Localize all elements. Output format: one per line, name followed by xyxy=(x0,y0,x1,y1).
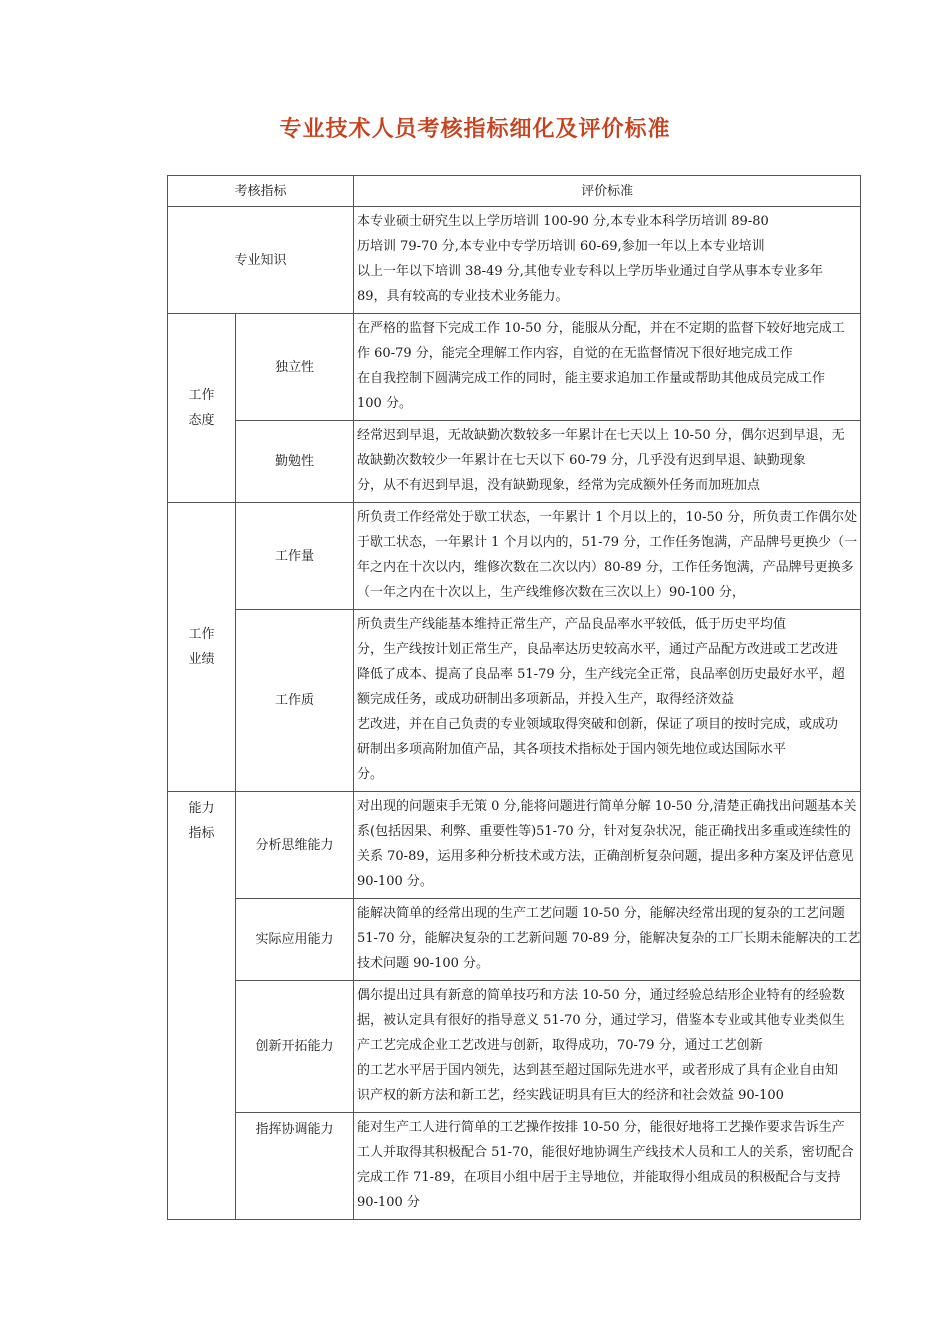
text-line: 历培训 79-70 分,本专业中专学历培训 60-69,参加一年以上本专业培训 xyxy=(357,239,765,254)
text-line: 艺改进，并在自己负责的专业领域取得突破和创新，保证了项目的按时完成，或成功 xyxy=(357,717,839,732)
table-row-liang xyxy=(168,503,861,610)
standard-text xyxy=(354,981,861,1113)
text-line: 偶尔提出过具有新意的简单技巧和方法 10-50 分，通过经验总结形企业特有的经验数 xyxy=(357,988,845,1003)
table-row-duli xyxy=(168,314,861,421)
text-line: 能对生产工人进行简单的工艺操作按排 10-50 分，能很好地将工艺操作要求告诉生产 xyxy=(357,1120,845,1135)
text-line: 90-100 分 xyxy=(357,1195,420,1210)
text-line: 本专业硕士研究生以上学历培训 100-90 分,本专业本科学历培训 89-80 xyxy=(357,214,769,229)
text-line: 产工艺完成企业工艺改进与创新，取得成功，70-79 分，通过工艺创新 xyxy=(357,1038,763,1053)
text-line: 90-100 分。 xyxy=(357,874,433,889)
text-line: 年之内在十次以内，维修次数在二次以内）80-89 分，工作任务饱满，产品牌号更换多 xyxy=(357,560,854,575)
text-line: 据，被认定具有很好的指导意义 51-70 分，通过学习，借鉴本专业或其他专业类似生 xyxy=(357,1013,845,1028)
text-line: 于歇工状态，一年累计 1 个月以内的，51-79 分，工作任务饱满，产品牌号更换少（一 xyxy=(357,535,858,550)
table-header-row xyxy=(168,176,861,207)
text-line: 系(包括因果、利弊、重要性等)51-70 分，针对复杂状况，能正确找出多重或连续性的 xyxy=(357,824,851,839)
standard-text xyxy=(354,421,861,503)
indicator-label: 勤勉性 xyxy=(236,421,354,503)
table-row-zhi xyxy=(168,610,861,792)
standard-text xyxy=(354,792,861,899)
category-label: 业绩 xyxy=(188,652,215,667)
table-row-zhuanye xyxy=(168,207,861,314)
text-line: 所负责工作经常处于歇工状态，一年累计 1 个月以上的，10-50 分，所负责工作偶尔处 xyxy=(357,510,858,525)
text-line: 工人并取得其积极配合 51-70，能很好地协调生产线技术人员和工人的关系，密切配合 xyxy=(357,1145,854,1160)
text-line: 作 60-79 分，能完全理解工作内容，自觉的在无监督情况下很好地完成工作 xyxy=(357,346,793,361)
table-row-chuangxin xyxy=(168,981,861,1113)
indicator-label: 独立性 xyxy=(236,314,354,421)
text-line: 在自我控制下圆满完成工作的同时，能主要求追加工作量或帮助其他成员完成工作 xyxy=(357,371,826,386)
document-title: 专业技术人员考核指标细化及评价标准 xyxy=(279,117,671,142)
standard-text xyxy=(354,610,861,792)
text-line: 技术问题 90-100 分。 xyxy=(357,956,490,971)
standard-text xyxy=(354,314,861,421)
category-nengli xyxy=(168,792,236,1220)
text-line: （一年之内在十次以上，生产线维修次数在三次以上）90-100 分， xyxy=(357,585,745,600)
indicator-label: 分析思维能力 xyxy=(236,792,354,899)
text-line: 在严格的监督下完成工作 10-50 分，能服从分配，并在不定期的监督下较好地完成工 xyxy=(357,321,845,336)
category-label: 能力 xyxy=(188,801,215,816)
text-line: 能解决简单的经常出现的生产工艺问题 10-50 分，能解决经常出现的复杂的工艺问题 xyxy=(357,906,845,921)
evaluation-table xyxy=(167,175,861,1220)
text-line: 的工艺水平居于国内领先，达到甚至超过国际先进水平，或者形成了具有企业自由知 xyxy=(357,1063,839,1078)
text-line: 分，从不有迟到早退，没有缺勤现象，经常为完成额外任务而加班加点 xyxy=(357,478,761,493)
category-label: 工作 xyxy=(188,388,215,403)
standard-text xyxy=(354,207,861,314)
text-line: 以上一年以下培训 38-49 分,其他专业专科以上学历毕业通过自学从事本专业多年 xyxy=(357,264,823,279)
indicator-label: 工作量 xyxy=(236,503,354,610)
text-line: 降低了成本、提高了良品率 51-79 分，生产线完全正常，良品率创历史最好水平，超 xyxy=(357,667,845,682)
text-line: 分，生产线按计划正常生产，良品率达历史较高水平，通过产品配方改进或工艺改进 xyxy=(357,642,839,657)
text-line: 经常迟到早退，无故缺勤次数较多一年累计在七天以上 10-50 分，偶尔迟到早退，无 xyxy=(357,428,845,443)
text-line: 100 分。 xyxy=(357,396,412,411)
standard-text xyxy=(354,899,861,981)
text-line: 识产权的新方法和新工艺，经实践证明具有巨大的经济和社会效益 90-100 xyxy=(357,1088,784,1103)
text-line: 额完成任务，或成功研制出多项新品，并投入生产，取得经济效益 xyxy=(357,692,735,707)
table-row-shiji xyxy=(168,899,861,981)
table-row-qinmian xyxy=(168,421,861,503)
category-label: 工作 xyxy=(188,627,215,642)
table-row-fenxi xyxy=(168,792,861,899)
text-line: 分。 xyxy=(357,767,384,782)
table-row-zhihui xyxy=(168,1113,861,1220)
header-indicator: 考核指标 xyxy=(168,176,354,207)
category-label: 态度 xyxy=(188,413,215,428)
standard-text xyxy=(354,503,861,610)
header-standard: 评价标准 xyxy=(354,176,861,207)
indicator-label: 专业知识 xyxy=(168,207,354,314)
category-yeji xyxy=(168,503,236,792)
category-label: 指标 xyxy=(188,826,215,841)
text-line: 51-70 分，能解决复杂的工艺新问题 70-89 分，能解决复杂的工厂长期未能解决的工艺 xyxy=(357,931,861,946)
text-line: 完成工作 71-89，在项目小组中居于主导地位，并能取得小组成员的积极配合与支持 xyxy=(357,1170,841,1185)
text-line: 研制出多项高附加值产品，其各项技术指标处于国内领先地位或达国际水平 xyxy=(357,742,787,757)
indicator-label: 指挥协调能力 xyxy=(236,1113,354,1220)
text-line: 所负责生产线能基本维持正常生产，产品良品率水平较低，低于历史平均值 xyxy=(357,617,787,632)
indicator-label: 创新开拓能力 xyxy=(236,981,354,1113)
indicator-label: 工作质 xyxy=(236,610,354,792)
category-taidu xyxy=(168,314,236,503)
text-line: 故缺勤次数较少一年累计在七天以下 60-79 分，几乎没有迟到早退、缺勤现象 xyxy=(357,453,806,468)
indicator-label: 实际应用能力 xyxy=(236,899,354,981)
text-line: 关系 70-89，运用多种分析技术或方法，正确剖析复杂问题，提出多种方案及评估意见 xyxy=(357,849,854,864)
text-line: 89，具有较高的专业技术业务能力。 xyxy=(357,289,569,304)
standard-text xyxy=(354,1113,861,1220)
text-line: 对出现的问题束手无策 0 分,能将问题进行简单分解 10-50 分,清楚正确找出问题基本关 xyxy=(357,799,857,814)
